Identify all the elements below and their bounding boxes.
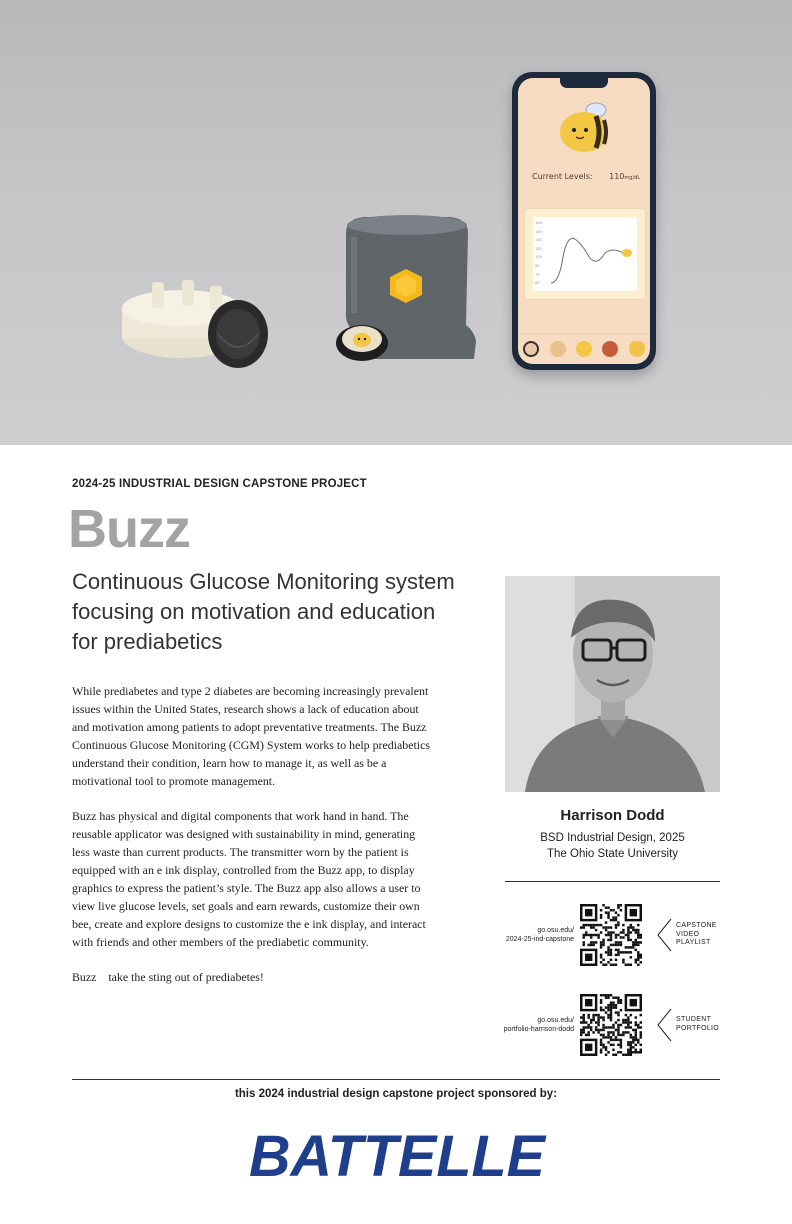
project-subtitle: Continuous Glucose Monitoring system focusing on motivation and education for prediabetics [72,569,455,654]
phone-mockup [512,72,656,370]
qr-code-portfolio[interactable] [580,994,642,1056]
qr-url-line: 2024-25-ind-capstone [505,936,574,943]
hero-photo [0,0,792,445]
project-kicker: 2024-25 INDUSTRIAL DESIGN CAPSTONE PROJECT [72,478,367,490]
project-description [72,683,434,1005]
qr-label-line: VIDEO [676,930,700,938]
home-icon[interactable] [523,341,539,357]
qr-url-playlist[interactable] [490,926,574,944]
qr-label-line: PORTFOLIO [676,1024,720,1032]
qr-label-portfolio [676,1016,719,1033]
charging-holder [334,213,476,363]
qr-label-line: STUDENT [676,1016,712,1023]
graph-tick-label: 120 [535,245,542,251]
qr-label-line: PLAYLIST [676,939,711,946]
phone-screen [518,78,650,364]
qr-label-playlist [676,922,717,948]
phone-tab-bar [518,333,650,364]
qr-url-portfolio[interactable] [490,1016,574,1034]
qr-url-line: go.osu.edu/ [537,927,574,934]
student-school: The Ohio State University [546,848,679,860]
graph-tick-label: 60 [535,280,540,286]
footer-divider [72,1079,720,1080]
graph-tick-label: 105 [535,254,542,260]
phone-notch [560,78,608,88]
graph-tick-label: 150 [535,228,542,234]
flower-icon[interactable] [602,341,618,357]
qr-url-line: go.osu.edu/ [537,1017,574,1024]
description-tagline: Buzz take the sting out of prediabetes! [72,970,264,985]
project-title: Buzz [68,499,190,559]
qr-label-line: CAPSTONE [676,922,717,929]
honey-pot-icon[interactable] [629,341,645,357]
levels-value: 110 [609,172,625,181]
qr-url-line: portfolio-harrison-dodd [503,1026,574,1033]
description-paragraph: Buzz has physical and digital components that work hand in hand. The reusable applicator was designed with sustainability in mind, generating less waste than current products. The transmitter worn by the patient is equipped with an e ink display, controlled from the Buzz app, to display graphics to express the patient’s style. The Buzz app also allows a user to view live glucose levels, set goals and earn rewards, customize their own bee, create and explore designs to customize the e ink display, and interact with friends and other members of the prediabetic community. [72,809,426,949]
student-portrait [505,576,720,792]
column-divider [505,881,720,882]
bee-icon[interactable] [576,341,592,357]
levels-unit: mg/dL [624,175,641,181]
levels-label: Current Levels: [532,172,593,181]
glucose-graph [524,208,646,300]
graph-tick-label: 135 [535,237,542,243]
portrait-figure [505,576,720,792]
student-name: Harrison Dodd [560,807,665,824]
description-paragraph: While prediabetes and type 2 diabetes are becoming increasingly prevalent issues within the United States, research shows a lack of education about and motivation among patients to adopt preventative treatments. The Buzz Continuous Glucose Monitoring (CGM) System works to help prediabetics understand their condition, learn how to manage it, as well as be a motivational tool to promote management. [72,684,431,788]
battelle-logo [246,1126,548,1184]
sponsor-line: this 2024 industrial design capstone project sponsored by: [234,1088,558,1100]
chevron-left-icon [656,918,672,952]
graph-tick-label: 75 [535,271,540,277]
student-degree: BSD Industrial Design, 2025 [540,832,685,844]
chevron-left-icon [656,1008,672,1042]
cookie-icon[interactable] [550,341,566,357]
applicator-device [120,278,270,368]
current-levels [532,172,640,181]
bee-mascot-icon [556,98,616,156]
glucose-trend-line [533,217,637,291]
battelle-logo-text: BATTELLE [249,1126,548,1184]
graph-tick-label: 90 [535,262,540,268]
graph-area [533,217,637,291]
qr-code-playlist[interactable] [580,904,642,966]
graph-tick-label: 165 [535,220,542,225]
